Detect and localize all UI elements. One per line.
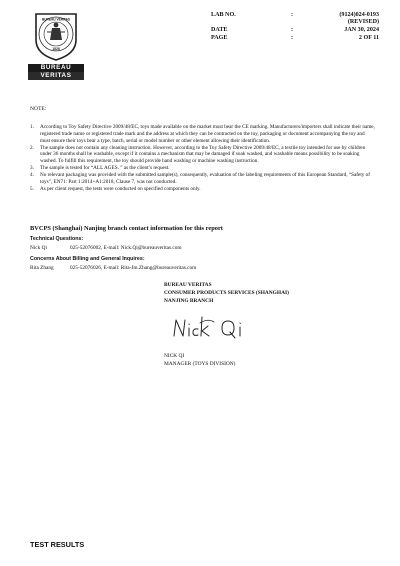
- note-number: 2.: [30, 144, 34, 151]
- meta-key: DATE: [211, 27, 228, 34]
- note-text: No relevant packaging was provided with the submitted sample(s), consequently, evaluation of the labeling requirements of this European Standard, “Safety of toys”, EN71: Part 1:2014+A1:2018, Clause 7, was not conducted.: [40, 172, 370, 186]
- svg-text:1828: 1828: [52, 47, 60, 51]
- meta-sep: :: [291, 34, 294, 41]
- page-value: 2 OF 11: [358, 34, 379, 41]
- note-text: According to Toy Safety Directive 2009/48/EC, toys made available on the market must bear the CE marking. Manufacturers/importers shall indicate their name, registered trade name or registered trade mark and the address at which they can be contracted on the toy, packaging or document accompanying the toy and must ensure their toys bear a type, batch, serial or model number or other element allowing their identification.: [40, 124, 375, 144]
- note-item: [30, 145, 375, 165]
- lab-no-value: (9124)024-0193: [339, 11, 379, 18]
- meta-sep: :: [291, 27, 294, 34]
- company-line-3: NANJING BRANCH: [164, 298, 214, 305]
- page-row: [211, 35, 379, 43]
- meta-key: PAGE: [211, 34, 228, 41]
- technical-contact: [30, 245, 182, 252]
- company-line-1: BUREAU VERITAS: [164, 282, 212, 288]
- date-value: JAN 30, 2024: [344, 27, 379, 34]
- handwritten-signature: [170, 314, 250, 342]
- note-number: 5.: [30, 186, 34, 193]
- note-title: NOTE:: [30, 106, 47, 112]
- bureau-veritas-logo: [28, 10, 84, 80]
- contact-details: 025-52076002, E-mail: Nick.Qi@bureauveritas.com: [70, 245, 182, 251]
- billing-inquiries-heading: Concerns About Billing and General Inquires:: [30, 256, 145, 262]
- note-item: [30, 124, 375, 144]
- technical-questions-heading: Technical Questions:: [30, 236, 84, 242]
- meta-sep: :: [291, 11, 294, 18]
- signer-name: NICK QI: [164, 353, 185, 359]
- notes-list: [30, 124, 375, 193]
- signer-block: [164, 352, 235, 368]
- billing-contact: [30, 265, 196, 272]
- note-text: The sample is tested for “ALL AGES. ” as the client’s request.: [40, 165, 170, 172]
- note-number: 1.: [30, 124, 34, 130]
- test-results-heading: TEST RESULTS: [30, 540, 85, 549]
- revised-value: (REVISED): [347, 19, 379, 26]
- bureau-veritas-seal-icon: [32, 10, 80, 62]
- report-header: [211, 12, 379, 42]
- logo-text-veritas: VERITAS: [28, 72, 84, 80]
- contact-section-title: BVCPS (Shanghai) Nanjing branch contact information for this report: [30, 225, 223, 232]
- note-text: The sample does not contain any cleaning instruction. However, according to the Toy Safety Directive 2009/48/EC, a textile toy intended for use by children under 36 months shall be washable, except if it contains a mechanism that may be damaged if soak washed, and washable means possibility to be soaking washed. To fulfill this requirement, the toy should provide hand washing or machine washing instruction.: [40, 144, 366, 165]
- contact-name: Rita Zhang: [30, 265, 54, 271]
- svg-text:BUREAU VERITAS: BUREAU VERITAS: [41, 17, 71, 22]
- logo-text-bureau: BUREAU: [28, 64, 84, 72]
- company-block: [164, 281, 289, 305]
- contact-name: Nick Qi: [30, 245, 47, 251]
- note-item: [30, 172, 375, 186]
- note-item: [30, 186, 375, 193]
- note-number: 3.: [30, 165, 34, 172]
- meta-key: LAB NO.: [211, 11, 236, 18]
- signer-title: MANAGER (TOYS DIVISION): [164, 361, 236, 368]
- note-number: 4.: [30, 172, 34, 179]
- note-text: As per client request, the tests were conducted on specified components only.: [40, 186, 201, 193]
- contact-details: 025-52076026, E-mail: Rita-Jm.Zhang@bureauveritas.com: [70, 265, 197, 271]
- company-line-2: CONSUMER PRODUCTS SERVICES (SHANGHAI): [164, 290, 289, 297]
